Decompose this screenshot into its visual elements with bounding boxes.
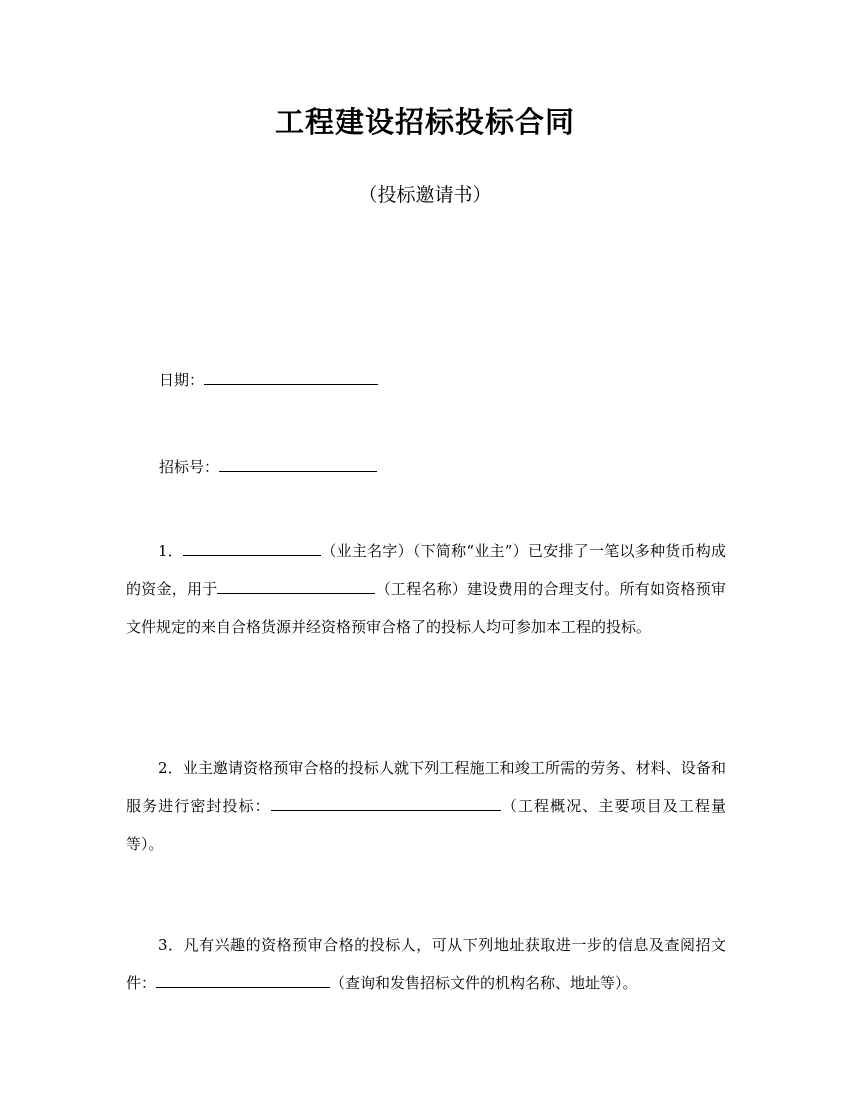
date-field xyxy=(159,369,378,390)
project-name-blank[interactable] xyxy=(217,580,375,594)
tender-number-label: 招标号： xyxy=(159,458,220,476)
paragraph-1 xyxy=(126,532,726,646)
paragraph-1-number: 1． xyxy=(158,542,184,560)
paragraph-2-text-b: （工程概况、主要项目及工程量等）。 xyxy=(126,797,726,853)
date-blank[interactable] xyxy=(204,370,378,385)
tender-number-blank[interactable] xyxy=(219,457,377,472)
document-subtitle: （投标邀请书） xyxy=(358,184,492,206)
paragraph-3 xyxy=(126,926,726,1002)
paragraph-2-text-a: 2．业主邀请资格预审合格的投标人就下列工程施工和竣工所需的劳务、材料、设备和服务进行密封投标： xyxy=(126,759,726,815)
paragraph-1-text-b: （工程名称）建设费用的合理支付。所有如资格预审文件规定的来自合格货源并经资格预审合格了的投标人均可参加本工程的投标。 xyxy=(126,580,726,636)
tender-number-field xyxy=(159,456,377,477)
paragraph-3-text-b: （查询和发售招标文件的机构名称、地址等）。 xyxy=(330,974,638,992)
paragraph-3-text-a: 3．凡有兴趣的资格预审合格的投标人，可从下列地址获取进一步的信息及查阅招文件： xyxy=(126,936,726,992)
owner-name-blank[interactable] xyxy=(183,542,321,556)
agency-address-blank[interactable] xyxy=(156,974,330,988)
date-label: 日期： xyxy=(159,371,205,389)
document-title: 工程建设招标投标合同 xyxy=(274,105,575,139)
project-overview-blank[interactable] xyxy=(271,797,501,811)
paragraph-1-text-a: （业主名字）（下简称“业主”）已安排了一笔以多种货币构成的资金，用于 xyxy=(126,542,727,598)
paragraph-2 xyxy=(126,749,726,863)
